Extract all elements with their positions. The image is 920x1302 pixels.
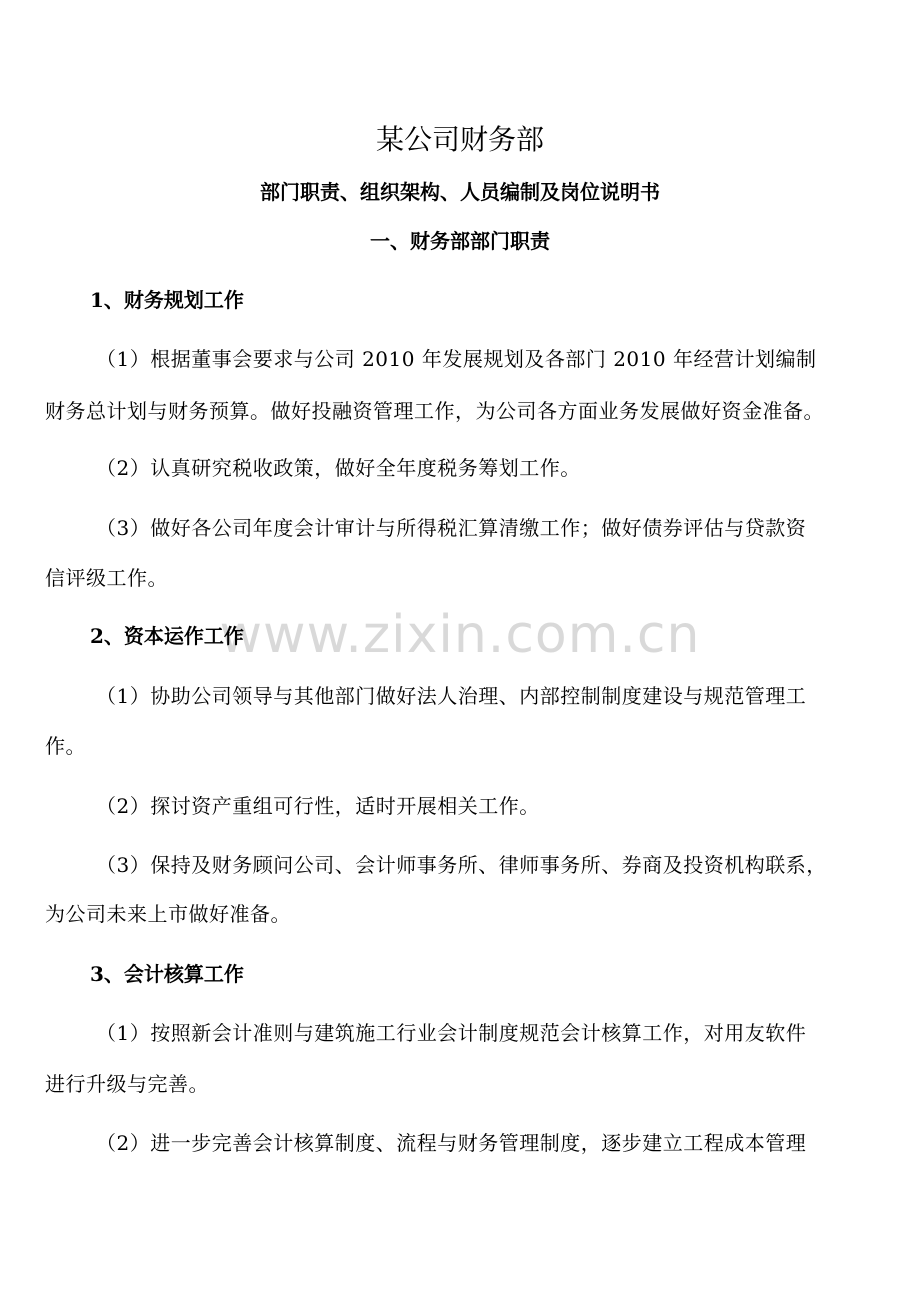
paragraph-line: （2）探讨资产重组可行性，适时开展相关工作。 [96,794,540,818]
paragraph-line: （3）做好各公司年度会计审计与所得税汇算清缴工作；做好债券评估与贷款资 [96,516,807,540]
paragraph-line: （1）根据董事会要求与公司 2010 年发展规划及各部门 2010 年经营计划编制 [96,347,817,371]
heading-accounting: 3、会计核算工作 [90,962,244,986]
heading-capital-operation: 2、资本运作工作 [90,624,244,648]
paragraph-line: 信评级工作。 [45,566,168,590]
paragraph-line: 进行升级与完善。 [45,1072,209,1096]
heading-financial-planning: 1、财务规划工作 [90,288,244,312]
paragraph-line: 作。 [45,734,86,758]
paragraph-line: （2）进一步完善会计核算制度、流程与财务管理制度，逐步建立工程成本管理 [96,1131,807,1155]
paragraph-line: 为公司未来上市做好准备。 [45,902,291,926]
document-subtitle: 部门职责、组织架构、人员编制及岗位说明书 [260,180,660,204]
document-title: 某公司财务部 [375,123,544,156]
paragraph-line: 财务总计划与财务预算。做好投融资管理工作，为公司各方面业务发展做好资金准备。 [45,399,824,423]
paragraph-line: （1）按照新会计准则与建筑施工行业会计制度规范会计核算工作，对用友软件 [96,1021,807,1045]
paragraph-line: （1）协助公司领导与其他部门做好法人治理、内部控制制度建设与规范管理工 [96,684,807,708]
paragraph-line: （2）认真研究税收政策，做好全年度税务筹划工作。 [96,456,581,480]
section-heading: 一、财务部部门职责 [370,229,550,253]
paragraph-line: （3）保持及财务顾问公司、会计师事务所、律师事务所、券商及投资机构联系， [96,853,827,877]
watermark: www.zixin.com.cn [219,605,701,665]
